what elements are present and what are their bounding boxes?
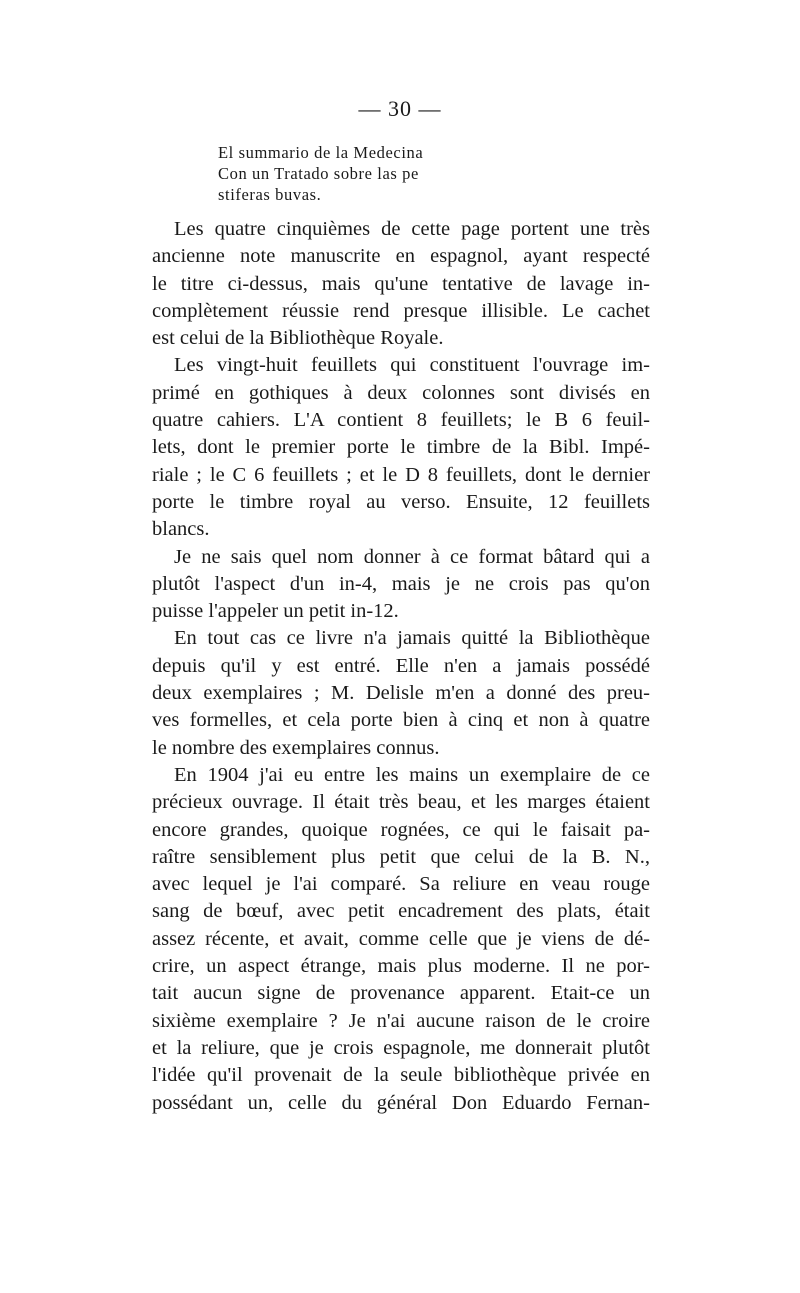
text-line: En 1904 j'ai eu entre les mains un exemplaire de ce [174, 763, 650, 786]
text-line: l'idée qu'il provenait de la seule bibliothèque privée en [152, 1064, 650, 1087]
paragraph [152, 625, 650, 761]
text-line: encore grandes, quoique rognées, ce qui le faisait pa- [152, 818, 650, 841]
paragraph [152, 352, 650, 543]
text-line: blancs. [152, 518, 210, 541]
text-line: depuis qu'il y est entré. Elle n'en a jamais possédé [152, 654, 650, 677]
text-line: quatre cahiers. L'A contient 8 feuillets; le B 6 feuil- [152, 409, 650, 432]
text-line: et la reliure, que je crois espagnole, me donnerait plutôt [152, 1036, 650, 1059]
text-line: le nombre des exemplaires connus. [152, 736, 440, 759]
text-line: deux exemplaires ; M. Delisle m'en a donné des preu- [152, 682, 650, 705]
text-line: Je ne sais quel nom donner à ce format bâtard qui a [174, 545, 650, 568]
text-line: possédant un, celle du général Don Eduardo Fernan- [152, 1091, 650, 1114]
paragraph [152, 762, 650, 1117]
title-line: Con un Tratado sobre las pe [218, 164, 419, 183]
text-line: primé en gothiques à deux colonnes sont divisés en [152, 381, 650, 404]
text-line: plutôt l'aspect d'un in-4, mais je ne crois pas qu'on [152, 572, 650, 595]
text-line: assez récente, et avait, comme celle que je viens de dé- [152, 927, 650, 950]
text-line: Les vingt-huit feuillets qui constituent l'ouvrage im- [174, 354, 650, 377]
text-line: puisse l'appeler un petit in-12. [152, 600, 399, 623]
body-text [152, 216, 650, 1117]
text-line: sixième exemplaire ? Je n'ai aucune raison de le croire [152, 1009, 650, 1032]
title-line: stiferas buvas. [218, 185, 322, 204]
text-line: complètement réussie rend presque illisible. Le cachet [152, 299, 650, 322]
text-line: raître sensiblement plus petit que celui de la B. N., [152, 845, 650, 868]
title-line: El summario de la Medecina [218, 143, 424, 162]
text-line: En tout cas ce livre n'a jamais quitté la Bibliothèque [174, 627, 650, 650]
text-line: lets, dont le premier porte le timbre de la Bibl. Impé- [152, 436, 650, 459]
text-line: riale ; le C 6 feuillets ; et le D 8 feuillets, dont le dernier [152, 463, 650, 486]
text-line: porte le timbre royal au verso. Ensuite, 12 feuillets [152, 490, 650, 513]
text-line: tait aucun signe de provenance apparent. Etait-ce un [152, 982, 650, 1005]
text-line: est celui de la Bibliothèque Royale. [152, 327, 444, 350]
text-line: ancienne note manuscrite en espagnol, ayant respecté [152, 245, 650, 268]
text-line: ves formelles, et cela porte bien à cinq et non à quatre [152, 709, 650, 732]
paragraph [152, 544, 650, 626]
text-line: sang de bœuf, avec petit encadrement des plats, était [152, 900, 650, 923]
text-line: avec lequel je l'ai comparé. Sa reliure en veau rouge [152, 873, 650, 896]
text-line: précieux ouvrage. Il était très beau, et les marges étaient [152, 791, 650, 814]
paragraph [152, 216, 650, 352]
text-line: Les quatre cinquièmes de cette page portent une très [174, 218, 650, 240]
text-line: crire, un aspect étrange, mais plus moderne. Il ne por- [152, 955, 650, 978]
text-line: le titre ci-dessus, mais qu'une tentative de lavage in- [152, 272, 650, 295]
page-number: — 30 — [358, 96, 442, 121]
quoted-title-block [218, 142, 423, 205]
